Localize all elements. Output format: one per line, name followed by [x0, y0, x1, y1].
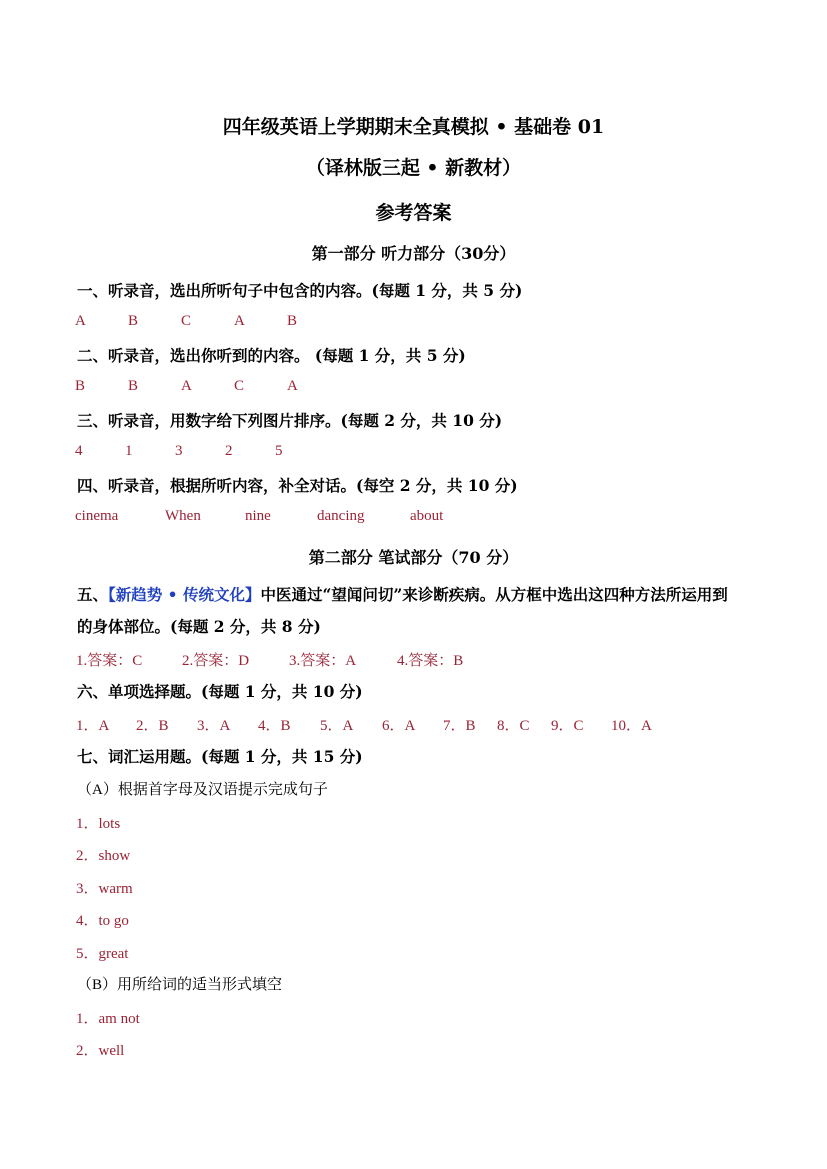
- section1-answer-2: B: [128, 313, 139, 329]
- section5-trend-tag: 【新趋势 • 传统文化】: [108, 585, 261, 604]
- section7-b-answer-2: 2．well: [76, 1043, 125, 1059]
- section6-answer-3: 3．A: [197, 718, 231, 734]
- section3-answer-2: 1: [125, 443, 133, 459]
- section6-answer-2: 2．B: [136, 718, 169, 734]
- section7-a-answer-3: 3．warm: [76, 881, 133, 897]
- section7-part-a-title: （A）根据首字母及汉语提示完成句子: [77, 782, 328, 798]
- section1-answer-4: A: [234, 313, 245, 329]
- section7-a-answer-5: 5．great: [76, 946, 129, 962]
- document-subtitle: （译林版三起 • 新教材）: [305, 157, 522, 179]
- section5-answer-2: 2.答案：D: [182, 653, 250, 669]
- section6-answer-6: 6．A: [382, 718, 416, 734]
- section6-answer-4: 4．B: [258, 718, 291, 734]
- section5-answer-3: 3.答案：A: [289, 653, 357, 669]
- section6-answer-1: 1．A: [76, 718, 110, 734]
- section4-title: 四、听录音，根据所听内容，补全对话。(每空 2 分，共 10 分): [77, 476, 518, 495]
- section3-answer-4: 2: [225, 443, 233, 459]
- section7-part-b-title: （B）用所给词的适当形式填空: [77, 977, 283, 993]
- section3-answer-1: 4: [75, 443, 83, 459]
- section2-answer-5: A: [287, 378, 298, 394]
- part1-heading: 第一部分 听力部分（30分）: [311, 244, 516, 263]
- section5-title-line1: [77, 583, 728, 605]
- section4-answer-5: about: [410, 508, 444, 524]
- section6-answer-7: 7．B: [443, 718, 476, 734]
- section4-answer-3: nine: [245, 508, 271, 524]
- section2-answer-4: C: [234, 378, 245, 394]
- section4-answer-1: cinema: [75, 508, 119, 524]
- section1-answer-3: C: [181, 313, 192, 329]
- section7-a-answer-4: 4．to go: [76, 913, 129, 929]
- section1-title: 一、听录音，选出所听句子中包含的内容。(每题 1 分，共 5 分): [77, 281, 523, 300]
- section2-answer-3: A: [181, 378, 192, 394]
- section7-a-answer-2: 2．show: [76, 848, 131, 864]
- section6-title: 六、单项选择题。(每题 1 分，共 10 分): [77, 682, 363, 701]
- section2-answer-2: B: [128, 378, 139, 394]
- section6-answer-10: 10．A: [611, 718, 652, 734]
- section2-answer-1: B: [75, 378, 86, 394]
- section3-answer-3: 3: [175, 443, 183, 459]
- section7-a-answer-1: 1．lots: [76, 816, 121, 832]
- section4-answer-4: dancing: [317, 508, 365, 524]
- section6-answer-8: 8．C: [497, 718, 530, 734]
- section6-answer-9: 9．C: [551, 718, 584, 734]
- section1-answer-1: A: [75, 313, 86, 329]
- section4-answer-2: When: [165, 508, 201, 524]
- section6-answer-5: 5．A: [320, 718, 354, 734]
- document-title: 四年级英语上学期期末全真模拟 • 基础卷 01: [222, 116, 605, 138]
- section5-title-text: 中医通过“望闻问切”来诊断疾病。从方框中选出这四种方法所运用到: [260, 585, 728, 604]
- section3-title: 三、听录音，用数字给下列图片排序。(每题 2 分，共 10 分): [77, 411, 503, 430]
- section5-answer-4: 4.答案：B: [397, 653, 464, 669]
- section7-title: 七、词汇运用题。(每题 1 分，共 15 分): [77, 747, 363, 766]
- section1-answer-5: B: [287, 313, 298, 329]
- section2-title: 二、听录音，选出你听到的内容。 (每题 1 分，共 5 分): [77, 346, 466, 365]
- section5-prefix: 五、: [77, 585, 109, 604]
- section3-answer-5: 5: [275, 443, 283, 459]
- section5-title-line2: 的身体部位。(每题 2 分，共 8 分): [77, 617, 321, 636]
- section7-b-answer-1: 1．am not: [76, 1011, 140, 1027]
- section5-answer-1: 1.答案：C: [76, 653, 143, 669]
- part2-heading: 第二部分 笔试部分（70 分）: [308, 548, 519, 567]
- answer-key-label: 参考答案: [375, 202, 452, 224]
